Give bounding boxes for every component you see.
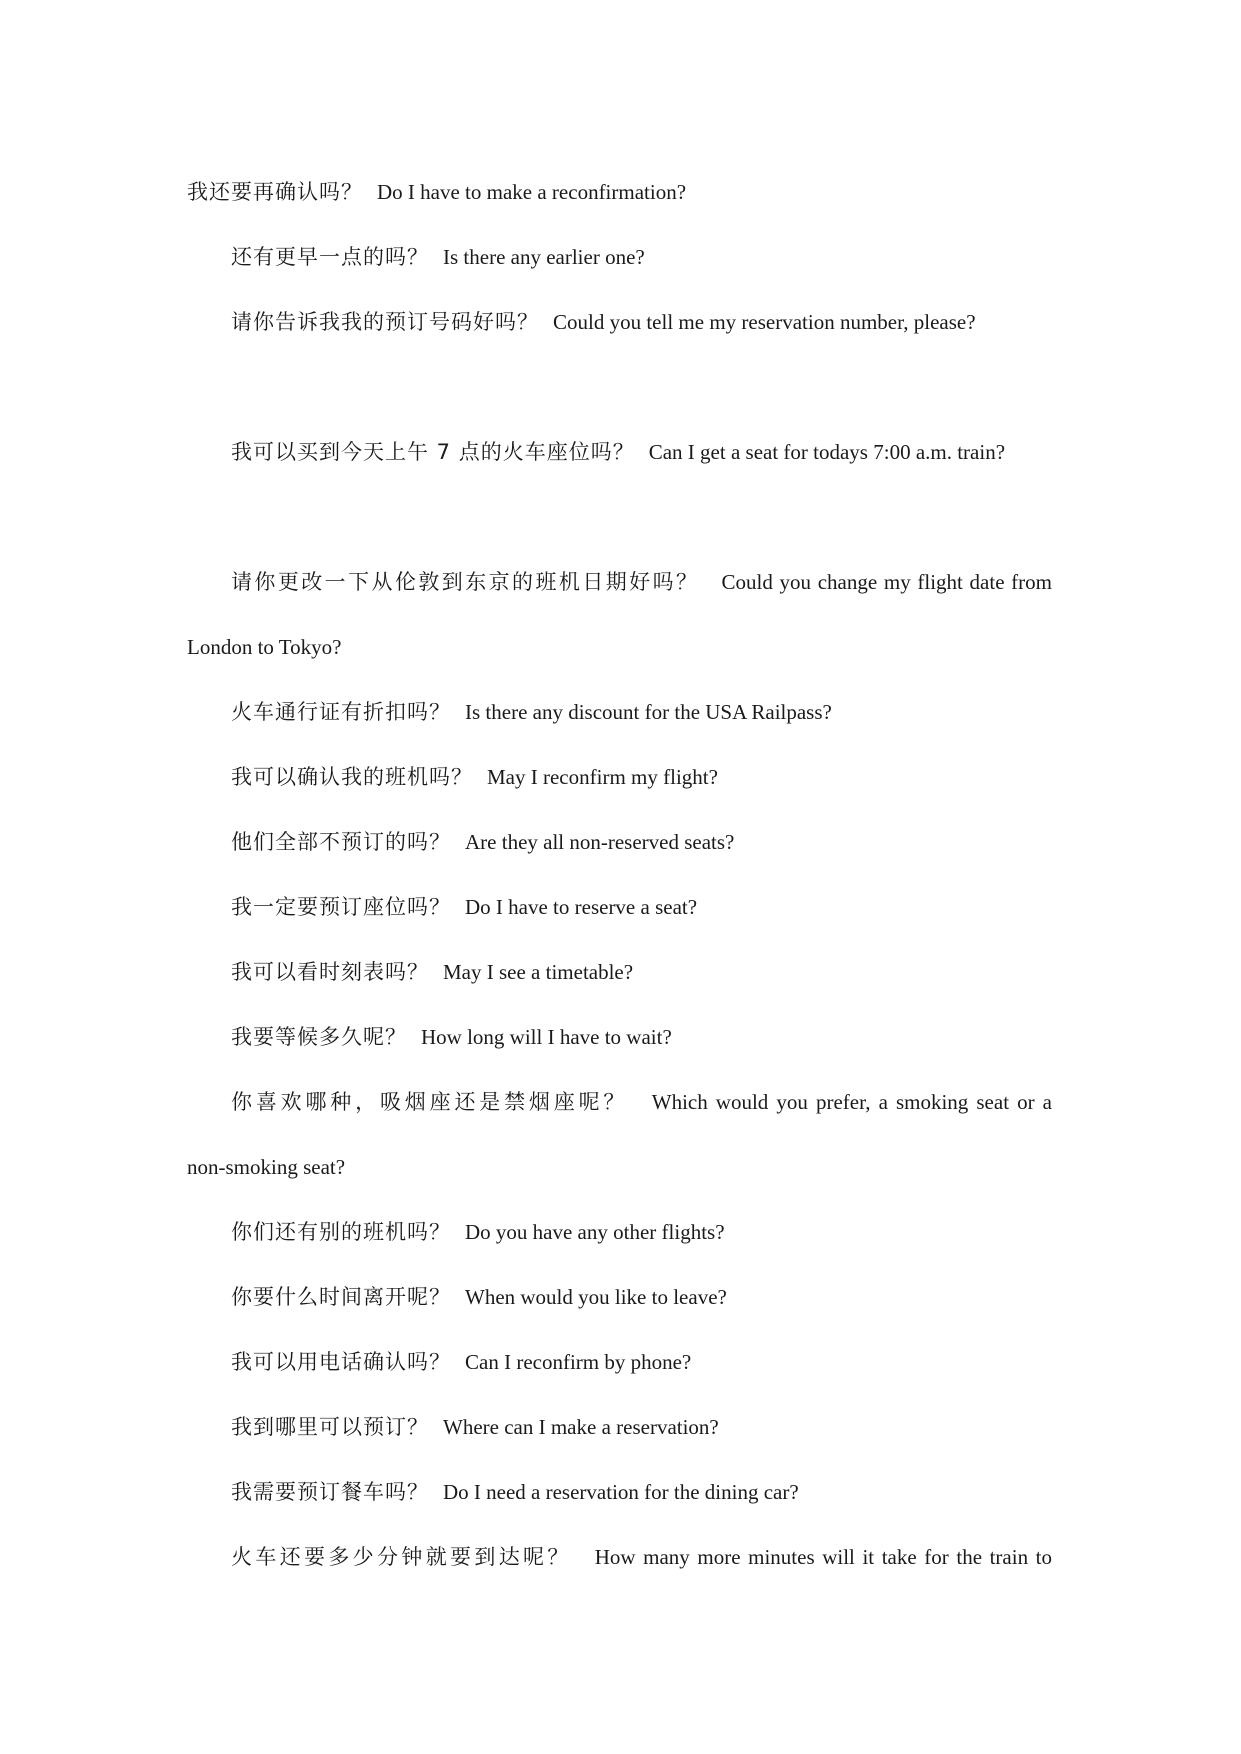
phrase-line: [187, 225, 1052, 290]
phrase-line: [187, 875, 1052, 940]
phrase-line: [187, 290, 1052, 355]
phrase-english: Do you have any other flights?: [465, 1220, 725, 1244]
phrase-english: Do I have to make a reconfirmation?: [377, 180, 687, 204]
phrase-continuation: [187, 615, 1052, 680]
phrase-english: When would you like to leave?: [465, 1285, 727, 1309]
phrase-chinese: 你喜欢哪种，吸烟座还是禁烟座呢？: [231, 1090, 629, 1114]
phrase-chinese: 我到哪里可以预订？: [231, 1415, 429, 1439]
phrase-chinese: 我可以用电话确认吗？: [231, 1350, 451, 1374]
phrase-chinese: 你们还有别的班机吗？: [231, 1220, 451, 1244]
phrase-english: Do I have to reserve a seat?: [465, 895, 698, 919]
phrase-line: [187, 810, 1052, 875]
phrase-english: Could you change my flight date from: [721, 570, 1052, 594]
phrase-english: How many more minutes will it take for the train to: [594, 1545, 1052, 1569]
phrase-chinese: 火车还要多少分钟就要到达呢？: [231, 1545, 572, 1569]
blank-line: [187, 355, 1052, 420]
phrase-chinese: 我还要再确认吗？: [187, 180, 363, 204]
phrase-chinese: 我可以看时刻表吗？: [231, 960, 429, 984]
phrase-chinese: 请你告诉我我的预订号码好吗？: [231, 310, 539, 334]
phrase-chinese: 我需要预订餐车吗？: [231, 1480, 429, 1504]
blank-line: [187, 485, 1052, 550]
phrase-english: May I see a timetable?: [443, 960, 634, 984]
phrase-line: [187, 1525, 1052, 1590]
phrase-chinese: 还有更早一点的吗？: [231, 245, 429, 269]
phrase-line: [187, 1005, 1052, 1070]
phrase-line: [187, 1460, 1052, 1525]
phrase-english: Are they all non-reserved seats?: [465, 830, 735, 854]
phrase-english: Could you tell me my reservation number, please?: [553, 310, 976, 334]
phrase-line: [187, 160, 1052, 225]
phrase-line: [187, 1265, 1052, 1330]
phrase-english: May I reconfirm my flight?: [487, 765, 718, 789]
phrase-english: How long will I have to wait?: [421, 1025, 672, 1049]
phrase-chinese: 我一定要预订座位吗？: [231, 895, 451, 919]
phrase-line: [187, 1395, 1052, 1460]
phrase-english: Can I get a seat for todays 7:00 a.m. train?: [648, 440, 1006, 464]
phrase-line: [187, 1330, 1052, 1395]
phrase-line: [187, 1200, 1052, 1265]
phrase-line: [187, 420, 1052, 485]
phrase-line: [187, 680, 1052, 745]
phrase-chinese: 我可以确认我的班机吗？: [231, 765, 473, 789]
phrase-line: [187, 745, 1052, 810]
phrase-english: Where can I make a reservation?: [443, 1415, 719, 1439]
phrase-list: [187, 160, 1052, 1590]
phrase-english: Can I reconfirm by phone?: [465, 1350, 692, 1374]
phrase-chinese: 火车通行证有折扣吗？: [231, 700, 451, 724]
phrase-english: Which would you prefer, a smoking seat or a: [651, 1090, 1052, 1114]
phrase-chinese: 你要什么时间离开呢？: [231, 1285, 451, 1309]
phrase-chinese: 请你更改一下从伦敦到东京的班机日期好吗？: [231, 570, 700, 594]
phrase-chinese: 他们全部不预订的吗？: [231, 830, 451, 854]
phrase-chinese: 我要等候多久呢？: [231, 1025, 407, 1049]
phrase-english: London to Tokyo?: [187, 635, 342, 659]
phrase-line: [187, 550, 1052, 615]
phrase-english: Is there any earlier one?: [443, 245, 645, 269]
phrase-line: [187, 940, 1052, 1005]
phrase-english: Is there any discount for the USA Railpass?: [465, 700, 832, 724]
phrase-english: non-smoking seat?: [187, 1155, 346, 1179]
phrase-chinese: 我可以买到今天上午 7 点的火车座位吗？: [231, 440, 635, 464]
phrase-line: [187, 1070, 1052, 1135]
phrase-continuation: [187, 1135, 1052, 1200]
phrase-english: Do I need a reservation for the dining car?: [443, 1480, 799, 1504]
